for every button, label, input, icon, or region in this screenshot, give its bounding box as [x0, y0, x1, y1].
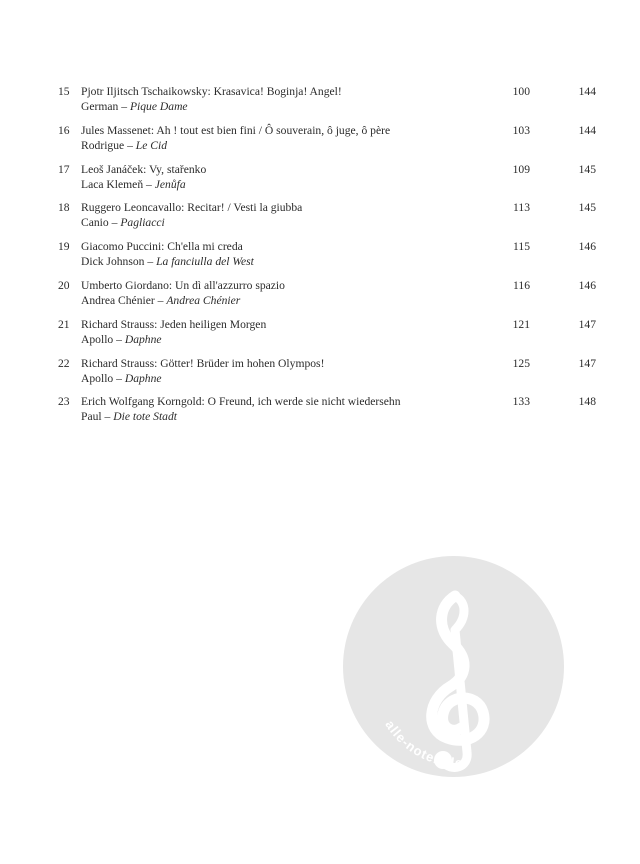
entry-role: Apollo	[81, 371, 114, 385]
entry-title: Leoš Janáček: Vy, stařenko	[81, 162, 207, 176]
entry-role: Paul	[81, 410, 102, 424]
entry-page-text: 148	[578, 395, 596, 409]
entry-page-score: 125	[512, 356, 530, 370]
entry-title: Jules Massenet: Ah ! tout est bien fini / Ô souverain, ô juge, ô père	[81, 123, 391, 137]
entry-number: 17	[58, 162, 70, 176]
entry-page-score: 100	[512, 85, 530, 98]
entry-page-score: 113	[513, 201, 530, 215]
entry-title: Richard Strauss: Jeden heiligen Morgen	[81, 317, 267, 331]
entry-text	[81, 200, 501, 230]
entry-role: Canio	[81, 216, 109, 230]
entry-page-score: 103	[512, 123, 530, 137]
entry-number: 16	[58, 123, 70, 137]
toc-entry	[0, 394, 640, 433]
toc-entry	[0, 123, 640, 162]
entry-text	[81, 239, 501, 269]
entry-role: Andrea Chénier	[81, 293, 155, 307]
toc-entry	[0, 317, 640, 356]
entry-number: 20	[58, 278, 70, 292]
entry-page-score: 133	[512, 395, 530, 409]
entry-number: 19	[58, 240, 70, 254]
entry-page-text: 147	[578, 356, 596, 370]
entry-page-text: 144	[578, 123, 596, 137]
entry-role-line	[81, 254, 501, 269]
entry-title: Giacomo Puccini: Ch'ella mi creda	[81, 240, 243, 254]
entry-role: Laca Klemeň	[81, 177, 144, 191]
entry-role-line	[81, 409, 501, 424]
entry-opera: Daphne	[124, 332, 162, 346]
entry-role-line	[81, 215, 501, 230]
entry-page-score: 121	[512, 317, 530, 331]
entry-text	[81, 84, 501, 114]
entry-page-score: 116	[513, 278, 530, 292]
entry-page-text: 146	[578, 240, 596, 254]
toc-entry	[0, 239, 640, 278]
entry-number: 21	[58, 317, 70, 331]
entry-role: German	[81, 100, 119, 113]
separator-dash: –	[116, 332, 122, 346]
entry-role: Dick Johnson	[81, 255, 145, 269]
entry-number: 22	[58, 356, 70, 370]
entry-opera: La fanciulla del West	[156, 255, 254, 269]
entry-opera: Die tote Stadt	[113, 410, 177, 424]
entry-title: Ruggero Leoncavallo: Recitar! / Vesti la giubba	[81, 201, 303, 215]
entry-opera: Jenůfa	[154, 177, 186, 191]
entry-page-score: 115	[513, 240, 530, 254]
entry-opera: Le Cid	[135, 138, 168, 152]
separator-dash: –	[116, 371, 122, 385]
watermark-text: alle-noten.de	[382, 717, 464, 771]
separator-dash: –	[157, 293, 164, 307]
entry-text	[81, 162, 501, 192]
entry-role-line	[81, 332, 501, 347]
toc-entry	[0, 162, 640, 201]
separator-dash: –	[147, 255, 154, 269]
separator-dash: –	[104, 410, 111, 424]
entry-number: 18	[58, 201, 70, 215]
toc-entry	[0, 278, 640, 317]
entry-opera: Daphne	[124, 371, 162, 385]
entry-text	[81, 394, 501, 424]
entry-role-line	[81, 138, 501, 153]
entry-text	[81, 317, 501, 347]
entry-title: Pjotr Iljitsch Tschaikowsky: Krasavica! Boginja! Angel!	[81, 85, 342, 98]
entry-page-text: 145	[578, 201, 596, 215]
entry-role: Rodrigue	[81, 138, 125, 152]
toc-entry	[0, 356, 640, 395]
entry-number: 23	[58, 395, 70, 409]
separator-dash: –	[111, 216, 118, 230]
table-of-contents	[0, 84, 640, 433]
entry-text	[81, 278, 501, 308]
toc-entry	[0, 84, 640, 123]
entry-title: Umberto Giordano: Un dì all'azzurro spazio	[81, 278, 285, 292]
entry-page-text: 146	[578, 278, 596, 292]
entry-opera: Pagliacci	[120, 216, 165, 230]
toc-entry	[0, 200, 640, 239]
entry-page-text: 147	[578, 317, 596, 331]
entry-text	[81, 123, 501, 153]
separator-dash: –	[146, 177, 152, 191]
entry-role-line	[81, 177, 501, 192]
entry-role: Apollo	[81, 332, 114, 346]
entry-page-text: 145	[578, 162, 596, 176]
separator-dash: –	[127, 138, 133, 152]
watermark	[343, 556, 564, 777]
entry-title: Richard Strauss: Götter! Brüder im hohen Olympos!	[81, 356, 325, 370]
entry-number: 15	[58, 85, 70, 98]
treble-clef-icon	[343, 556, 564, 777]
entry-role-line	[81, 371, 501, 386]
entry-role-line	[81, 293, 501, 308]
entry-text	[81, 356, 501, 386]
entry-page-score: 109	[512, 162, 530, 176]
entry-opera: Pique Dame	[129, 100, 188, 113]
entry-page-text: 144	[578, 85, 596, 98]
entry-opera: Andrea Chénier	[166, 293, 241, 307]
separator-dash: –	[121, 100, 128, 113]
entry-title: Erich Wolfgang Korngold: O Freund, ich werde sie nicht wiedersehn	[81, 395, 401, 409]
entry-role-line	[81, 99, 501, 114]
